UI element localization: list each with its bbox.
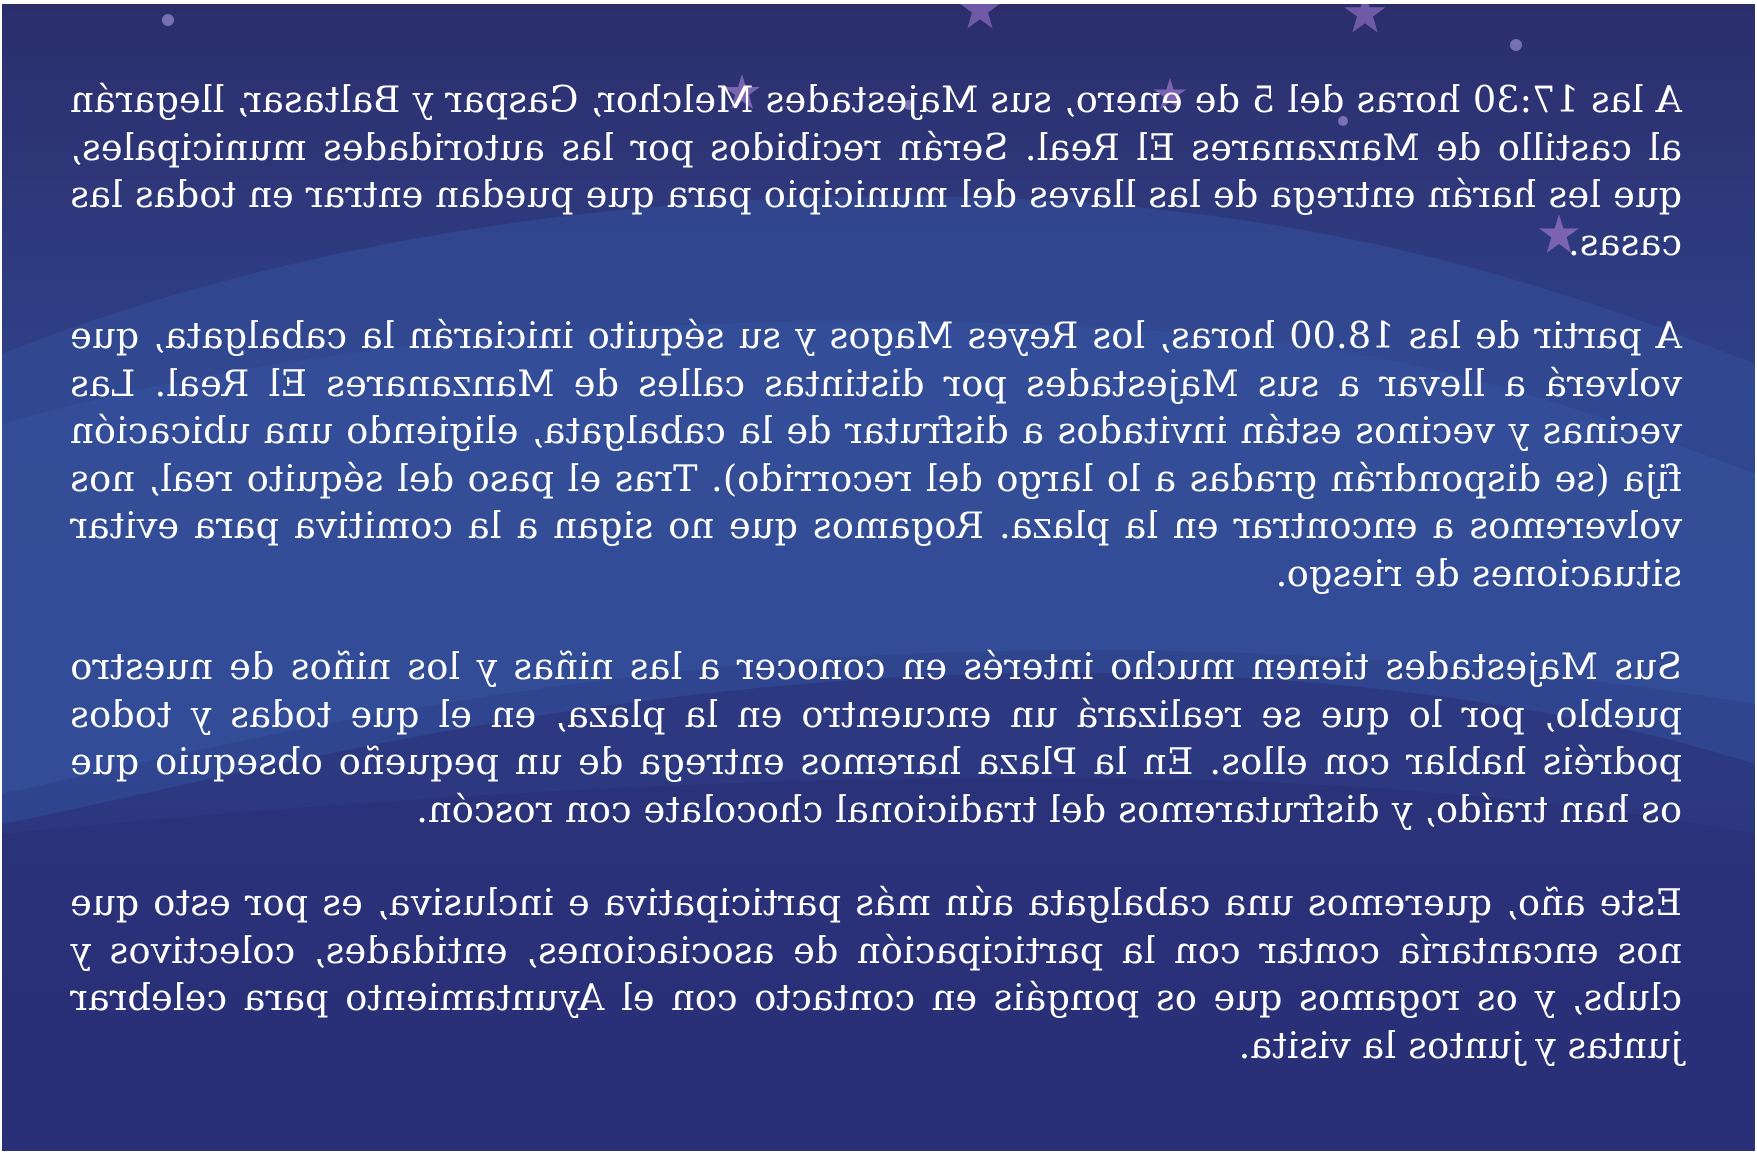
flyer-panel [2,4,1755,1151]
paragraph-encounter: Sus Majestades tienen mucho interés en conocer a las niñas y los niños de nuestro pueblo, por lo que se realizará un encuentro en la plaza, en el que todas y todos podréis hablar con ellos. En la Plaza haremos entrega de un pequeño obsequio que os han traído, y disfrutaremos del tradicional chocolate con roscón. [70,645,1682,831]
star-icon [957,4,1003,32]
star-icon [1342,4,1388,36]
dot-icon [162,14,174,26]
mirrored-text-block [70,76,1682,1115]
paragraph-participation: Este año, queremos una cabalgata aún más participativa e inclusiva, es por esto que nos encantaría contar con la participación de asociaciones, entidades, colectivos y clubs, y os rogamos que os pongáis en contacto con el Ayuntamiento para celebrar juntas y juntos la visita. [70,881,1682,1067]
paragraph-arrival: A las 17:30 horas del 5 de enero, sus Majestades Melchor, Gaspar y Baltasar, llegarán al castillo de Manzanares El Real. Serán recibidos por las autoridades municipales, que les harán entrega de las llaves del municipio para que puedan entrar en todas las casas. [70,78,1682,264]
paragraph-cabalgata: A partir de las 18.00 horas, los Reyes Magos y su séquito iniciarán la cabalgata, que volverá a llevar a sus Majestades por distintas calles de Manzanares El Real. Las vecinas y vecinos están invitados a disfrutar de la cabalgata, eligiendo una ubicación fija (se dispondrán gradas a lo largo del recorrido). Tras el paso del séquito real, nos volveremos a encontrar en la plaza. Rogamos que no sigan a la comitiva para evitar situaciones de riesgo. [70,314,1682,595]
dot-icon [1510,39,1522,51]
